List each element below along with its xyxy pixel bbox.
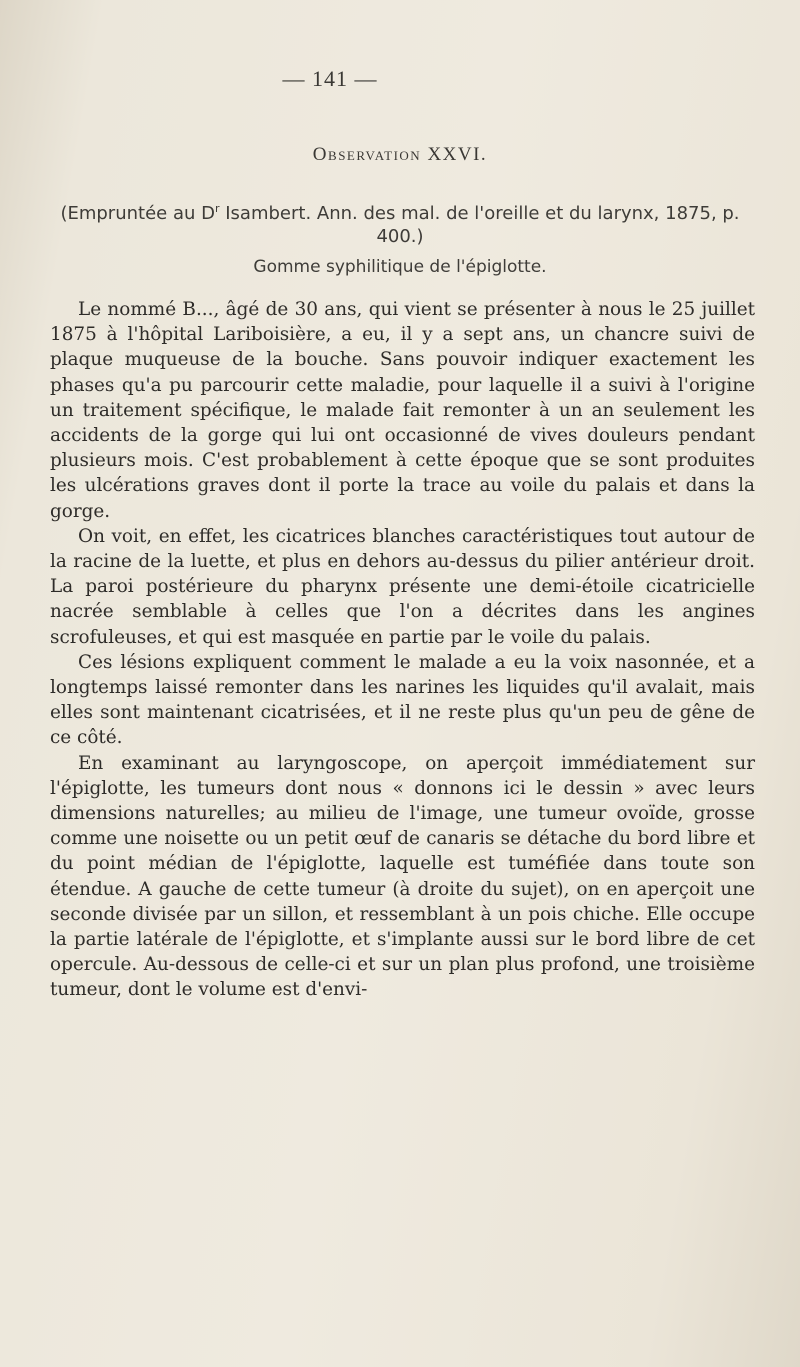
source-superscript: r xyxy=(214,202,220,215)
paragraph: Ces lésions expliquent comment le malade a eu la voix nasonnée, et a longtemps laissé remonter dans les narines les liquides qu'il avalait, mais elles sont maintenant cicatrisées, et il ne reste plus qu'un peu de gêne de ce côté. xyxy=(50,651,755,749)
page-number: — 141 — xyxy=(282,66,378,91)
source-prefix: (Empruntée au D xyxy=(60,203,215,224)
case-subtitle: Gomme syphilitique de l'épiglotte. xyxy=(253,257,547,277)
paragraph: On voit, en effet, les cicatrices blanches caractéristiques tout autour de la racine de la luette, et plus en dehors au-dessus du pilier antérieur droit. La paroi postérieure du pharynx présente une demi-étoile cicatricielle nacrée semblable à celles que l'on a décrites dans les angines scrofuleuses, et qui est masquée en partie par le voile du palais. xyxy=(50,525,755,648)
source-citation xyxy=(50,197,750,248)
source-rest: Isambert. Ann. des mal. de l'oreille et du larynx, 1875, p. 400.) xyxy=(219,203,740,247)
body-text xyxy=(50,297,755,1003)
observation-title: Observation XXVI. xyxy=(312,144,488,165)
paragraph: En examinant au laryngoscope, on aperçoit immédiatement sur l'épiglotte, les tumeurs dont nous « donnons ici le dessin » avec leurs dimensions naturelles; au milieu de l'image, une tumeur ovoïde, grosse comme une noisette ou un petit œuf de canaris se détache du bord libre et du point médian de l'épiglotte, laquelle est tuméfiée dans toute son étendue. A gauche de cette tumeur (à droite du sujet), on en aperçoit une seconde divisée par un sillon, et ressemblant à un pois chiche. Elle occupe la partie latérale de l'épiglotte, et s'implante aussi sur le bord libre de cet opercule. Au-dessous de celle-ci et sur un plan plus profond, une troisième tumeur, dont le volume est d'envi- xyxy=(50,752,755,1001)
paragraph: Le nommé B..., âgé de 30 ans, qui vient se présenter à nous le 25 juillet 1875 à l'hôpital Lariboisière, a eu, il y a sept ans, un chancre suivi de plaque muqueuse de la bouche. Sans pouvoir indiquer exactement les phases qu'a pu parcourir cette maladie, pour laquelle il a suivi à l'origine un traitement spécifique, le malade fait remonter à un an seulement les accidents de la gorge qui lui ont occasionné de vives douleurs pendant plusieurs mois. C'est probablement à cette époque que se sont produites les ulcérations graves dont il porte la trace au voile du palais et dans la gorge. xyxy=(50,299,755,522)
